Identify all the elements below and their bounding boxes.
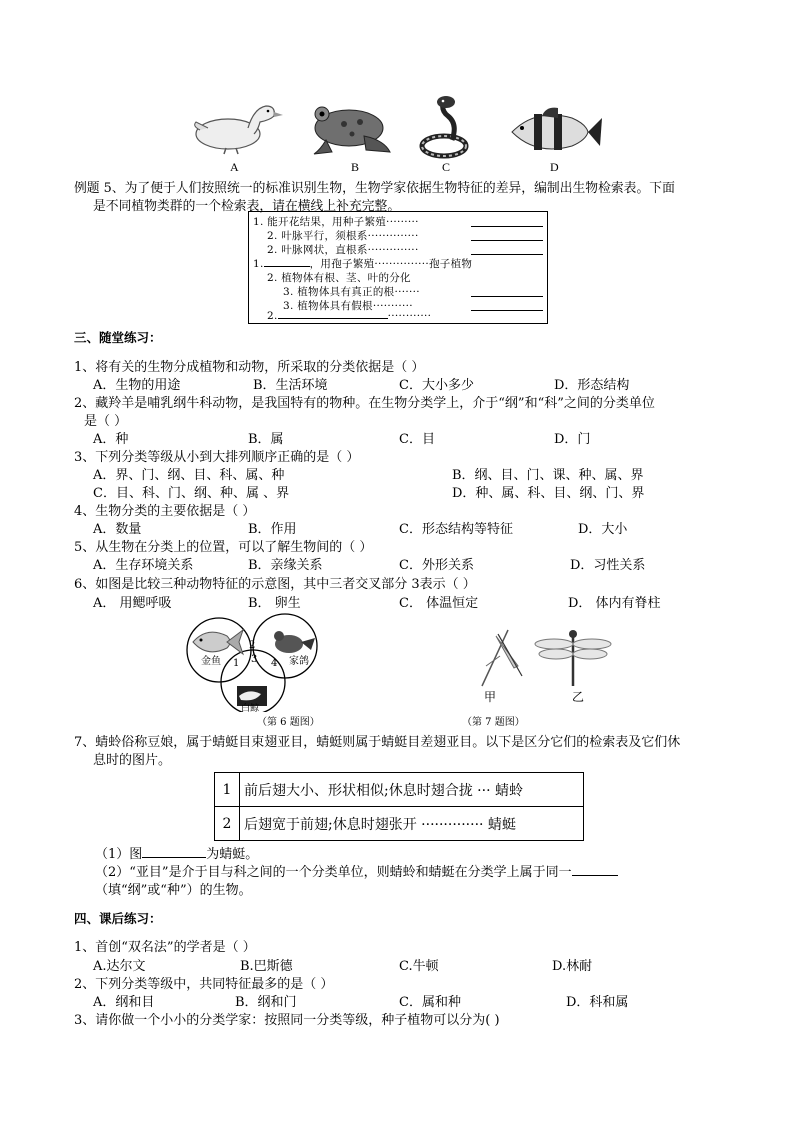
insect-label-jia: 甲	[484, 690, 497, 704]
s3-q6-option-a[interactable]: A． 用鳃呼吸	[93, 596, 172, 611]
venn-label-fish: 金鱼	[201, 656, 221, 667]
s3-q1-stem: 1、将有关的生物分成植物和动物，所采取的分类依据是（ ）	[74, 360, 425, 375]
s3-q3-option-a[interactable]: A．界、门、纲、目、科、属、种	[93, 468, 285, 483]
s4-q1-option-a[interactable]: A.达尔文	[93, 959, 146, 974]
s3-q2-option-a[interactable]: A．种	[93, 432, 129, 447]
key-row-3: 2. 叶脉网状，直根系··············	[267, 244, 419, 256]
animal-label-d: D	[550, 160, 559, 174]
plant-key-table	[248, 211, 548, 324]
snake-picture	[418, 94, 470, 160]
s4-q1-option-c[interactable]: C.牛顿	[399, 959, 439, 974]
s3-q2-stem1: 2、藏羚羊是哺乳纲牛科动物，是我国特有的物种。在生物分类学上，介于“纲”和“科”之间的分类单位	[74, 396, 655, 411]
s4-q3-stem: 3、请你做一个小小的分类学家：按照同一分类等级，种子植物可以分为( )	[74, 1013, 500, 1028]
s3-q5-option-c[interactable]: C．外形关系	[399, 558, 474, 573]
venn-label-pigeon: 家鸽	[289, 656, 309, 667]
s3-q6-option-c[interactable]: C． 体温恒定	[399, 596, 479, 611]
s3-q5-option-b[interactable]: B．亲缘关系	[248, 558, 323, 573]
s4-q1-option-b[interactable]: B.巴斯德	[240, 959, 293, 974]
fish-picture	[506, 104, 602, 160]
s4-q2-option-c[interactable]: C．属和种	[399, 995, 461, 1010]
key-row-8: 2. ············	[267, 310, 432, 322]
venn-diagram	[185, 612, 325, 712]
frog-picture	[304, 96, 394, 158]
s3-q3-option-b[interactable]: B．纲、目、门、课、种、属、界	[452, 468, 644, 483]
venn-region-4: 4	[271, 658, 278, 669]
s3-q7-part3: （填“纲”或“种”）的生物。	[95, 883, 252, 898]
q7-answer-blank-2[interactable]	[572, 875, 618, 876]
s3-q7-part1: （1）图 为蜻蜓。	[95, 847, 259, 862]
section4-title: 四、课后练习：	[74, 911, 162, 926]
dragonfly-picture	[534, 628, 612, 688]
key-blank-2[interactable]	[471, 240, 543, 241]
insect-key-text: 后翅宽于前翅;休息时翅张开 ·············· 蜻蜓	[240, 807, 584, 841]
s3-q7-part2: （2）“亚目”是介于目与科之间的一个分类单位，则蜻蛉和蜻蜓在分类学上属于同一	[95, 861, 618, 880]
s3-q7-stem1: 7、蜻蛉俗称豆娘，属于蜻蜓目束翅亚目，蜻蜓则属于蜻蜓目差翅亚目。以下是区分它们的检索表及它们休	[74, 735, 681, 750]
section3-title: 三、随堂练习：	[74, 330, 162, 345]
s3-q6-stem: 6、如图是比较三种动物特征的示意图，其中三者交叉部分 3表示（ ）	[74, 577, 476, 592]
s3-q5-stem: 5、从生物在分类上的位置，可以了解生物间的（ ）	[74, 540, 373, 555]
venn-region-2: 2	[249, 640, 256, 651]
s3-q6-option-b[interactable]: B． 卵生	[248, 596, 301, 611]
animal-label-c: C	[442, 160, 451, 174]
s3-q3-stem: 3、下列分类等级从小到大排列顺序正确的是（ ）	[74, 450, 360, 465]
s3-q1-option-b[interactable]: B．生活环境	[253, 378, 328, 393]
key-row-7: 3. 植物体具有假根···········	[283, 300, 413, 312]
figure7-caption: （第 7 题图）	[462, 717, 525, 728]
insect-key-num: 1	[215, 773, 240, 807]
s3-q2-option-d[interactable]: D．门	[554, 432, 591, 447]
s3-q2-stem2: 是（ ）	[84, 414, 128, 429]
whale-icon	[237, 686, 267, 706]
s3-q4-option-c[interactable]: C．形态结构等特征	[399, 522, 513, 537]
s3-q4-option-b[interactable]: B．作用	[248, 522, 297, 537]
insect-key-text: 前后翅大小、形状相似;休息时翅合拢 ··· 蜻蛉	[240, 773, 584, 807]
s4-q1-stem: 1、首创“双名法”的学者是（ ）	[74, 940, 256, 955]
venn-region-3: 3	[251, 654, 258, 665]
example5-line1: 例题 5、为了便于人们按照统一的标准识别生物，生物学家依据生物特征的差异，编制出生物检索表。下面	[74, 181, 675, 196]
s4-q2-option-d[interactable]: D．科和属	[566, 995, 629, 1010]
insect-key-table	[214, 772, 584, 841]
pigeon-icon	[274, 631, 315, 653]
figure6-caption: （第 6 题图）	[257, 717, 320, 728]
s3-q1-option-d[interactable]: D．形态结构	[554, 378, 630, 393]
s3-q7-stem2: 息时的图片。	[93, 753, 172, 768]
damselfly-picture	[478, 626, 528, 690]
insect-key-row	[215, 773, 584, 807]
s3-q2-option-c[interactable]: C．目	[399, 432, 435, 447]
key-row-5: 2. 植物体有根、茎、叶的分化	[267, 272, 411, 284]
venn-label-whale: 白鲸	[241, 704, 260, 712]
venn-region-1: 1	[233, 658, 240, 669]
key-blank-4[interactable]	[264, 266, 310, 267]
s3-q5-option-a[interactable]: A．生存环境关系	[93, 558, 194, 573]
s3-q1-option-c[interactable]: C．大小多少	[399, 378, 474, 393]
insect-key-num: 2	[215, 807, 240, 841]
s3-q3-option-d[interactable]: D．种、属、科、目、纲、门、界	[452, 486, 645, 501]
q7-answer-blank-1[interactable]	[142, 857, 206, 858]
s3-q4-stem: 4、生物分类的主要依据是（ ）	[74, 504, 256, 519]
duck-picture	[188, 98, 284, 156]
key-row-4: 1. ，用孢子繁殖···············孢子植物	[253, 258, 473, 270]
key-row-6: 3. 植物体具有真正的根·······	[283, 286, 420, 298]
s3-q4-option-d[interactable]: D．大小	[578, 522, 628, 537]
s4-q2-option-a[interactable]: A．纲和目	[93, 995, 155, 1010]
goldfish-icon	[193, 630, 243, 654]
s4-q1-option-d[interactable]: D.林耐	[552, 959, 593, 974]
key-blank-7[interactable]	[471, 310, 543, 311]
s3-q3-option-c[interactable]: C．目、科、门、纲、种、属 、界	[93, 486, 290, 501]
animal-label-a: A	[230, 160, 239, 174]
s4-q2-stem: 2、下列分类等级中，共同特征最多的是（ ）	[74, 977, 334, 992]
key-row-1: 1. 能开花结果，用种子繁殖·········	[253, 216, 419, 228]
insect-key-row	[215, 807, 584, 841]
key-blank-3[interactable]	[471, 254, 543, 255]
s3-q1-option-a[interactable]: A．生物的用途	[93, 378, 181, 393]
s3-q6-option-d[interactable]: D． 体内有脊柱	[568, 596, 661, 611]
key-row-2: 2. 叶脉平行，须根系··············	[267, 230, 419, 242]
animal-label-b: B	[351, 160, 360, 174]
key-blank-1[interactable]	[471, 226, 543, 227]
s3-q2-option-b[interactable]: B．属	[248, 432, 284, 447]
s3-q5-option-d[interactable]: D．习性关系	[570, 558, 646, 573]
example5-line2: 是不同植物类群的一个检索表，请在横线上补充完整。	[93, 199, 401, 214]
s4-q2-option-b[interactable]: B．纲和门	[235, 995, 297, 1010]
key-blank-8[interactable]	[278, 318, 388, 319]
insect-label-yi: 乙	[572, 690, 585, 704]
s3-q4-option-a[interactable]: A．数量	[93, 522, 142, 537]
key-blank-6[interactable]	[471, 296, 543, 297]
